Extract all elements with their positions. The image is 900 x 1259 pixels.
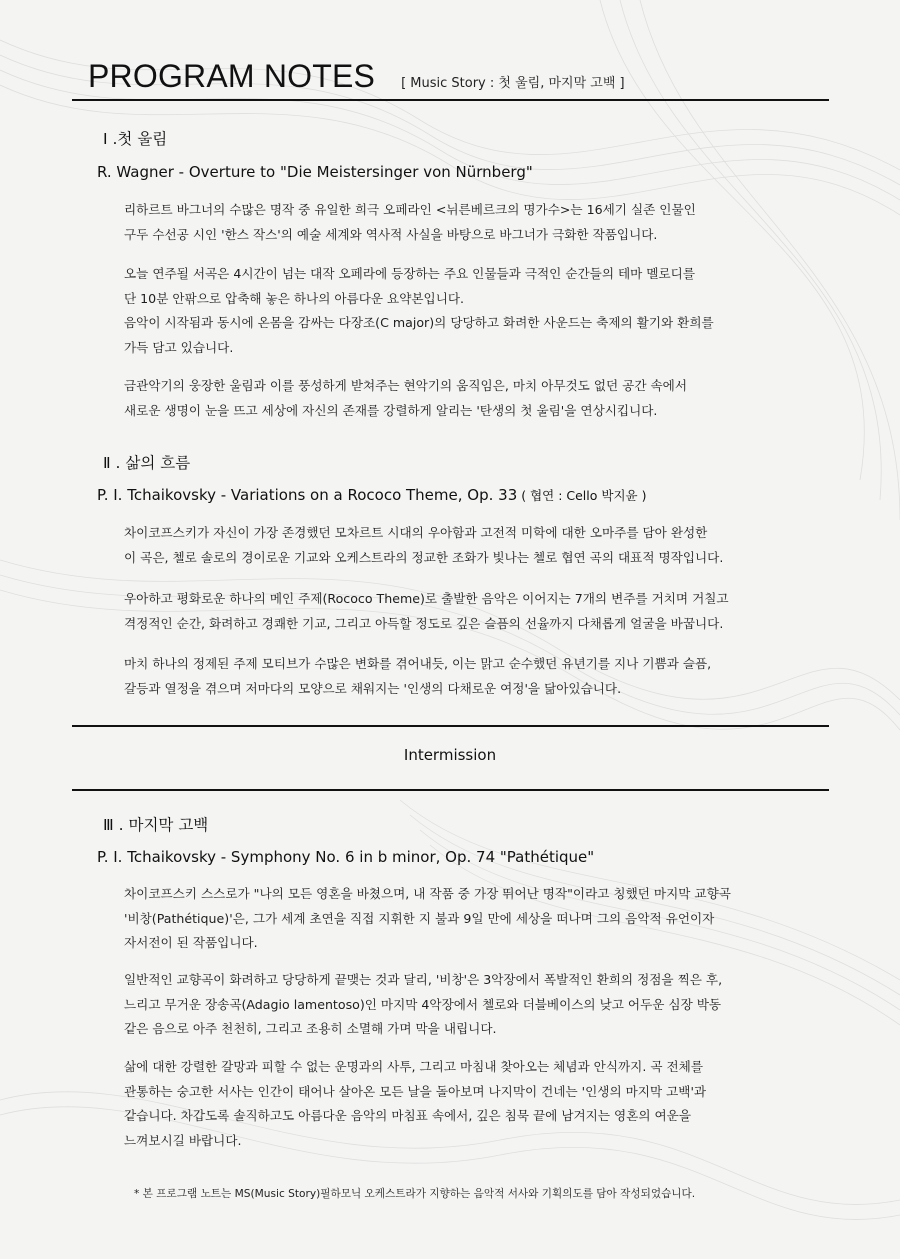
header (88, 58, 625, 95)
section-1-heading: Ⅰ .첫 울림 (103, 130, 168, 148)
section-3-paragraph-1: 차이코프스키 스스로가 "나의 모든 영혼을 바쳤으며, 내 작품 중 가장 뛰어난 명작"이라고 칭했던 마지막 교향곡 '비창(Pathétique)'은, 그가 세계 초연을 직접 지휘한 지 불과 9일 만에 세상을 떠나며 그의 음악적 유언이자 자서전이 된 작품입니다. (124, 886, 731, 950)
section-3-paragraph-2: 일반적인 교향곡이 화려하고 당당하게 끝맺는 것과 달리, '비창'은 3악장에서 폭발적인 환희의 정점을 찍은 후, 느리고 무거운 장송곡(Adagio lamentoso)인 마지막 4악장에서 첼로와 더블베이스의 낮고 어두운 심장 박동 같은 음으로 아주 천천히, 그리고 조용히 소멸해 가며 막을 내립니다. (124, 972, 723, 1036)
section-1-paragraph-2: 오늘 연주될 서곡은 4시간이 넘는 대작 오페라에 등장하는 주요 인물들과 극적인 순간들의 테마 멜로디를 단 10분 안팎으로 압축해 놓은 하나의 아름다운 요약본입니다. 음악이 시작됨과 동시에 온몸을 감싸는 다장조(C major)의 당당하고 화려한 사운드는 축제의 활기와 환희를 가득 담고 있습니다. (124, 266, 714, 355)
section-2-piece-title: P. I. Tchaikovsky - Variations on a Rococo Theme, Op. 33 ( 협연 : Cello 박지윤 ) (97, 486, 647, 504)
page-title: PROGRAM NOTES (88, 58, 376, 94)
section-2-paragraph-2: 우아하고 평화로운 하나의 메인 주제(Rococo Theme)로 출발한 음악은 이어지는 7개의 변주를 거치며 거칠고 격정적인 순간, 화려하고 경쾌한 기교, 그리고 아득할 정도로 깊은 슬픔의 선율까지 다채롭게 얼굴을 바꿉니다. (124, 591, 729, 631)
section-1-paragraph-3: 금관악기의 웅장한 울림과 이를 풍성하게 받쳐주는 현악기의 움직임은, 마치 아무것도 없던 공간 속에서 새로운 생명이 눈을 뜨고 세상에 자신의 존재를 강렬하게 알리는 '탄생의 첫 울림'을 연상시킵니다. (124, 378, 687, 418)
header-divider (72, 99, 829, 101)
section-3-piece-title: P. I. Tchaikovsky - Symphony No. 6 in b minor, Op. 74 "Pathétique" (97, 848, 595, 866)
intermission-divider-top (72, 725, 829, 727)
soloist-note: ( 협연 : Cello 박지윤 ) (517, 488, 647, 503)
section-3-heading: Ⅲ . 마지막 고백 (103, 816, 209, 834)
intermission-label: Intermission (403, 746, 497, 764)
page-subtitle: [ Music Story : 첫 울림, 마지막 고백 ] (401, 76, 625, 91)
section-2-paragraph-1: 차이코프스키가 자신이 가장 존경했던 모차르트 시대의 우아함과 고전적 미학에 대한 오마주를 담아 완성한 이 곡은, 첼로 솔로의 경이로운 기교와 오케스트라의 정교한 조화가 빛나는 첼로 협연 곡의 대표적 명작입니다. (124, 525, 724, 565)
section-1-piece-title: R. Wagner - Overture to "Die Meistersinger von Nürnberg" (97, 163, 533, 181)
section-2-paragraph-3: 마치 하나의 정제된 주제 모티브가 수많은 변화를 겪어내듯, 이는 맑고 순수했던 유년기를 지나 기쁨과 슬픔, 갈등과 열정을 겪으며 저마다의 모양으로 채워지는 '인생의 다채로운 여정'을 닮아있습니다. (124, 656, 712, 696)
section-3-paragraph-3: 삶에 대한 강렬한 갈망과 피할 수 없는 운명과의 사투, 그리고 마침내 찾아오는 체념과 안식까지. 곡 전체를 관통하는 숭고한 서사는 인간이 태어나 살아온 모든 날을 돌아보며 나지막이 건네는 '인생의 마지막 고백'과 같습니다. 차갑도록 솔직하고도 아름다운 음악의 마침표 속에서, 깊은 침묵 끝에 남겨지는 영혼의 여운을 느껴보시길 바랍니다. (124, 1059, 707, 1148)
footnote: * 본 프로그램 노트는 MS(Music Story)필하모닉 오케스트라가 지향하는 음악적 서사와 기획의도를 담아 작성되었습니다. (134, 1188, 696, 1200)
section-2-heading: Ⅱ . 삶의 흐름 (103, 454, 191, 472)
intermission-divider-bottom (72, 789, 829, 791)
section-1-paragraph-1: 리하르트 바그너의 수많은 명작 중 유일한 희극 오페라인 <뉘른베르크의 명가수>는 16세기 실존 인물인 구두 수선공 시인 '한스 작스'의 예술 세계와 역사적 사실을 바탕으로 바그너가 극화한 작품입니다. (124, 202, 696, 242)
